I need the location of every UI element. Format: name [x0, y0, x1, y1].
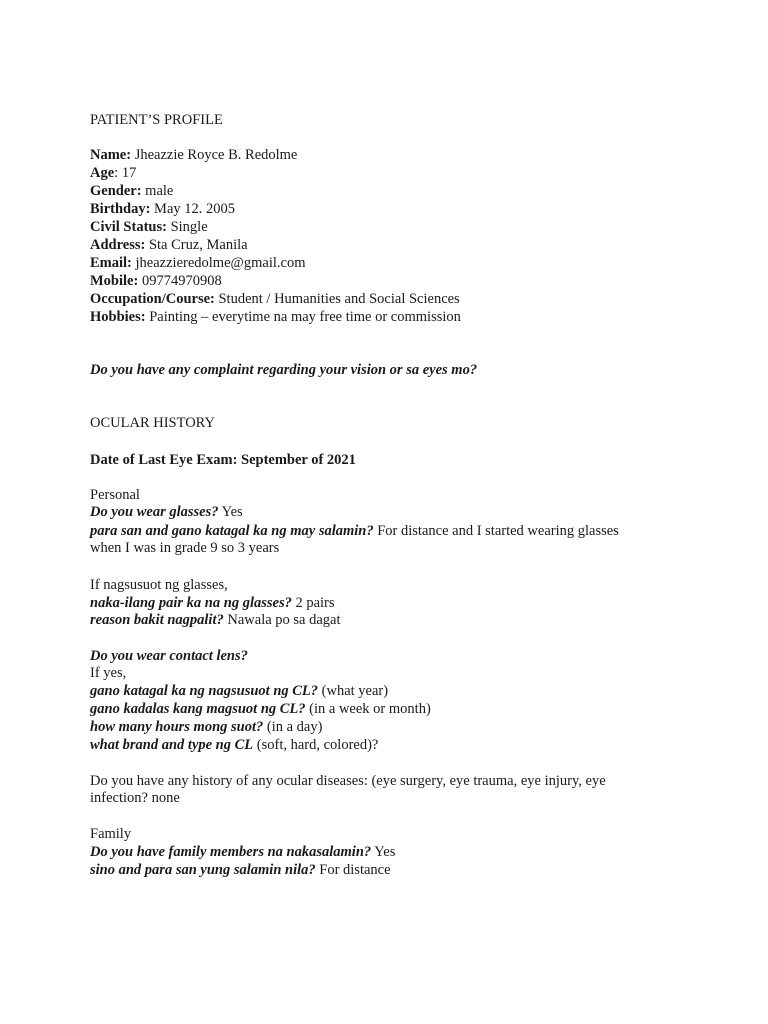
answer: (what year) — [318, 683, 389, 699]
field-gender — [90, 182, 173, 200]
question: gano katagal ka ng nagsusuot ng CL? — [90, 683, 319, 699]
question: what brand and type ng CL — [90, 737, 254, 753]
field-email — [90, 254, 305, 272]
cl-question — [90, 718, 322, 736]
field-value: May 12. 2005 — [150, 201, 236, 217]
field-value: 09774970908 — [138, 273, 222, 289]
field-label: Hobbies: — [90, 309, 146, 325]
answer: (in a week or month) — [305, 701, 431, 717]
if-glasses-text: If nagsusuot ng glasses, — [90, 577, 228, 593]
field-label: Name: — [90, 147, 132, 163]
family-heading: Family — [90, 826, 132, 842]
field-label: Address: — [90, 237, 146, 253]
personal-heading: Personal — [90, 487, 140, 503]
field-age — [90, 164, 136, 182]
contact-lens-question: Do you wear contact lens? — [90, 648, 248, 664]
answer: Nawala po sa dagat — [223, 612, 341, 628]
answer: For distance — [315, 862, 391, 878]
answer: 2 pairs — [291, 595, 335, 611]
field-label: Age — [90, 165, 115, 181]
field-hobbies — [90, 308, 461, 326]
profile-title: PATIENT’S PROFILE — [90, 112, 223, 128]
question: Do you have family members na nakasalamin? — [90, 844, 372, 860]
question: para san and gano katagal ka ng may salamin? — [90, 523, 374, 539]
field-occupation — [90, 290, 460, 308]
cl-question — [90, 700, 431, 718]
field-value: male — [141, 183, 174, 199]
cl-question — [90, 736, 378, 754]
answer: Yes — [218, 504, 243, 520]
pairs-question — [90, 594, 335, 612]
field-label: Email: — [90, 255, 132, 271]
cl-question — [90, 682, 388, 700]
field-value: Student / Humanities and Social Sciences — [214, 291, 460, 307]
field-address — [90, 236, 248, 254]
field-label: Mobile: — [90, 273, 139, 289]
ocular-disease-history-cont: infection? none — [90, 790, 180, 806]
field-value: Single — [166, 219, 208, 235]
reason-question — [90, 611, 341, 629]
field-mobile — [90, 272, 222, 290]
answer: Yes — [371, 844, 396, 860]
ocular-disease-history: Do you have any history of any ocular diseases: (eye surgery, eye trauma, eye injury, eye — [90, 773, 606, 789]
complaint-question: Do you have any complaint regarding your vision or sa eyes mo? — [90, 362, 478, 378]
question: reason bakit nagpalit? — [90, 612, 224, 628]
answer: (soft, hard, colored)? — [253, 737, 379, 753]
question: naka-ilang pair ka na ng glasses? — [90, 595, 292, 611]
para-san-question — [90, 522, 619, 540]
question: sino and para san yung salamin nila? — [90, 862, 316, 878]
answer: (in a day) — [263, 719, 323, 735]
field-value: : 17 — [114, 165, 137, 181]
last-eye-exam: Date of Last Eye Exam: September of 2021 — [90, 452, 356, 468]
family-question — [90, 843, 395, 861]
field-label: Occupation/Course: — [90, 291, 215, 307]
answer: For distance and I started wearing glasses — [373, 523, 619, 539]
field-label: Gender: — [90, 183, 142, 199]
field-label: Civil Status: — [90, 219, 167, 235]
field-name — [90, 146, 297, 164]
field-civil-status — [90, 218, 208, 236]
field-birthday — [90, 200, 235, 218]
field-value: jheazzieredolme@gmail.com — [131, 255, 306, 271]
if-yes-text: If yes, — [90, 665, 127, 681]
question: how many hours mong suot? — [90, 719, 264, 735]
sino-question — [90, 861, 391, 879]
field-label: Birthday: — [90, 201, 151, 217]
para-san-continued: when I was in grade 9 so 3 years — [90, 540, 280, 556]
question: gano kadalas kang magsuot ng CL? — [90, 701, 306, 717]
question: Do you wear glasses? — [90, 504, 219, 520]
ocular-history-title: OCULAR HISTORY — [90, 415, 216, 431]
field-value: Sta Cruz, Manila — [145, 237, 248, 253]
field-value: Jheazzie Royce B. Redolme — [131, 147, 298, 163]
field-value: Painting – everytime na may free time or commission — [145, 309, 461, 325]
glasses-question — [90, 503, 243, 521]
